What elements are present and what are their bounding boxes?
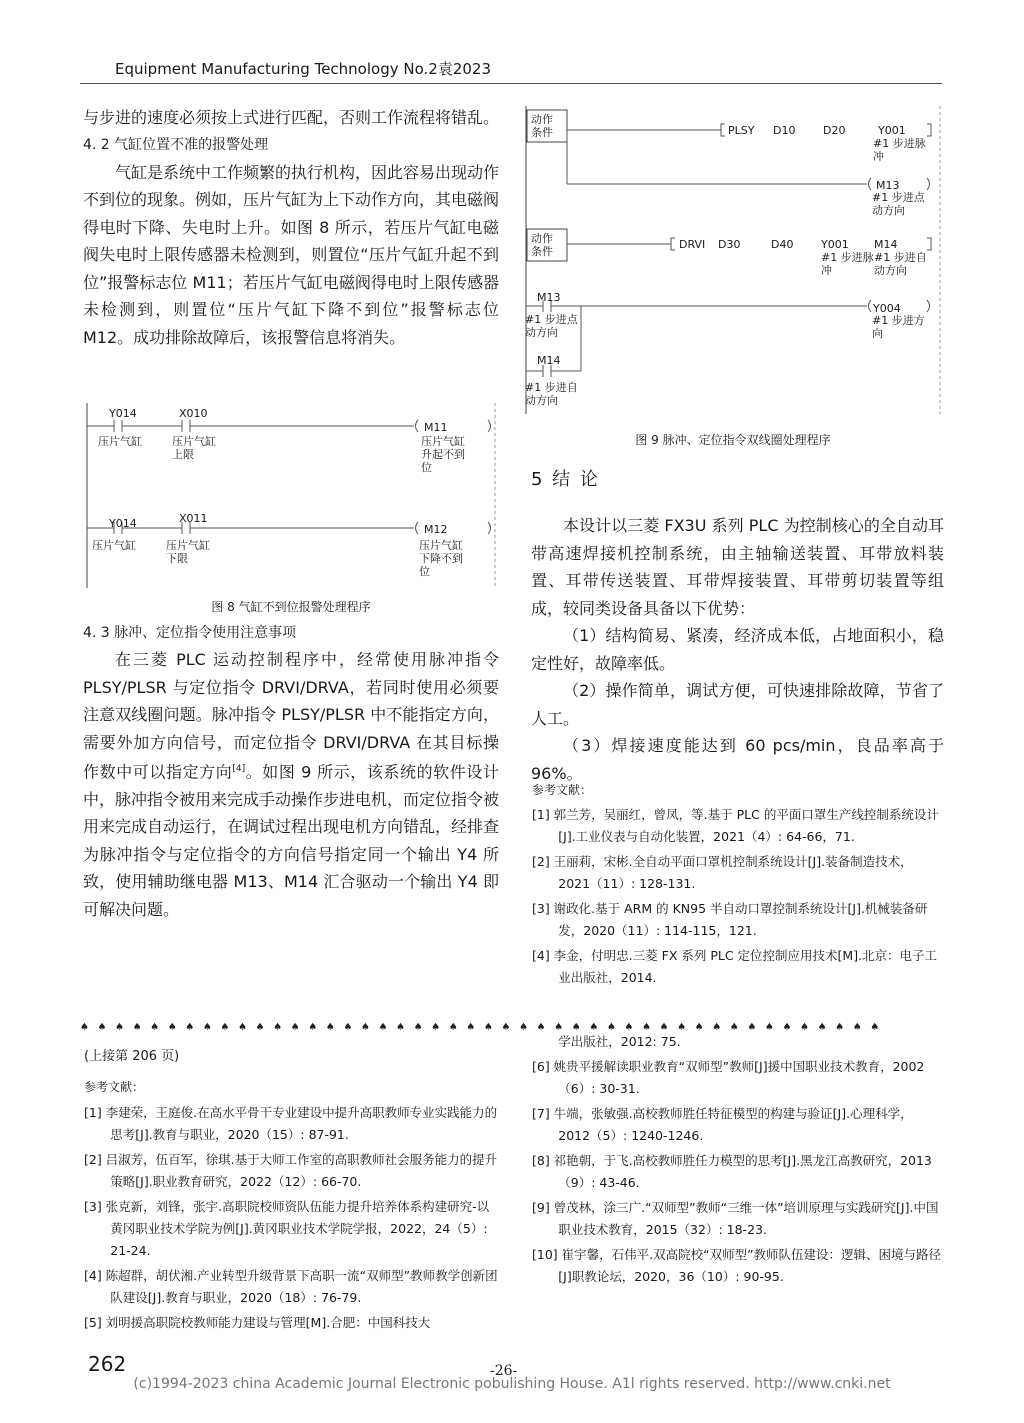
condition-box: 动作 条件 bbox=[531, 113, 553, 139]
contact-comment: 压片气缸 bbox=[92, 539, 136, 552]
continuation-note: (上接第 206 页) bbox=[84, 1049, 180, 1064]
reference-item: [9] 曾茂林，涂三广.“双师型”教师“三维一体”培训原理与实践研究[J].中国职业技术教育，2015（32）: 18-23. bbox=[532, 1200, 939, 1237]
coil-comment: #1 步进方 向 bbox=[872, 314, 925, 340]
contact-comment: 压片气缸 下限 bbox=[166, 539, 210, 565]
figure-8-caption: 图 8 气缸不到位报警处理程序 bbox=[211, 600, 371, 614]
paragraph: 本设计以三菱 FX3U 系列 PLC 为控制核心的全自动耳带高速焊接机控制系统，由主轴输送装置、耳带放料装置、耳带传送装置、耳带焊接装置、耳带剪切装置等组成，较同类设备具备以下优势： bbox=[531, 516, 944, 618]
contact-address: X011 bbox=[179, 512, 208, 525]
coil-comment: #1 步进点 动方向 bbox=[872, 191, 925, 217]
operand: D40 bbox=[771, 238, 794, 251]
reference-item: [8] 祁艳朝，于飞.高校教师胜任力模型的思考[J].黑龙江高教研究，2013（9）: 43-46. bbox=[532, 1153, 932, 1190]
right-column bbox=[531, 512, 944, 787]
figure-9-caption: 图 9 脉冲、定位指令双线圈处理程序 bbox=[635, 433, 831, 447]
ornament-divider: ♠♠♠♠♠♠♠♠♠♠♠♠♠♠♠♠♠♠♠♠♠♠♠♠♠♠♠♠♠♠♠♠♠♠♠♠♠♠♠♠♠♠♠♠♠♠ bbox=[80, 1022, 888, 1033]
list-item: （2）操作简单，调试方便，可快速排除故障，节省了人工。 bbox=[531, 681, 944, 728]
reference-list bbox=[84, 1102, 500, 1337]
reference-item: [7] 牛端，张敏强.高校教师胜任特征模型的构建与验证[J].心理科学，2012（5）: 1240-1246. bbox=[532, 1106, 913, 1143]
left-column-lower bbox=[83, 620, 499, 923]
references-heading: 参考文献： bbox=[532, 783, 593, 797]
reference-item: [1] 郭兰芳，吴丽红，曾凤，等.基于 PLC 的平面口罩生产线控制系统设计[J].工业仪表与自动化装置，2021（4）: 64-66，71. bbox=[532, 807, 939, 844]
operand: Y001 bbox=[878, 124, 906, 137]
reference-continuation: 学出版社，2012: 75. bbox=[558, 1034, 681, 1049]
paragraph-text: 在三菱 PLC 运动控制程序中，经常使用脉冲指令 PLSY/PLSR 与定位指令 DRVI/DRVA，若同时使用必须要注意双线圈问题。脉冲指令 PLSY/PLSR 中不能指定方向，需要外加方向信号，而定位指令 DRVI/DRVA 在其目标操作数中可以指定方向 bbox=[83, 650, 499, 782]
list-item: （1）结构简易、紧凑，经济成本低，占地面积小，稳定性好，故障率低。 bbox=[531, 626, 944, 673]
paragraph-text: 。如图 9 所示，该系统的软件设计中，脉冲指令被用来完成手动操作步进电机，而定位指令被用来完成自动运行，在调试过程出现电机方向错乱，经排查为脉冲指令与定位指令的方向信号指定同一个输出 Y4 所致，使用辅助继电器 M13、M14 汇合驱动一个输出 Y4 即可解决问题。 bbox=[83, 762, 500, 919]
condition-box: 动作 条件 bbox=[531, 232, 553, 258]
contact-address: Y014 bbox=[109, 407, 137, 420]
operand-comment: #1 步进自 动方向 bbox=[874, 251, 927, 277]
instruction: PLSY bbox=[728, 124, 755, 137]
reference-item: [1] 李建荣，王庭俊.在高水平骨干专业建设中提升高职教师专业实践能力的思考[J].教育与职业，2020（15）: 87-91. bbox=[84, 1105, 498, 1142]
operand: D20 bbox=[823, 124, 846, 137]
operand: Y001 bbox=[821, 238, 849, 251]
paragraph: 气缸是系统中工作频繁的执行机构，因此容易出现动作不到位的现象。例如，压片气缸为上下动作方向，其电磁阀得电时下降、失电时上升。如图 8 所示，若压片气缸电磁阀失电时上限传感器未检测到，则置位“压片气缸升起不到位”报警标志位 M11；若压片气缸电磁阀得电时上限传感器未检测到，则置位“压片气缸下降不到位”报警标志位 M12。成功排除故障后，该报警信息将消失。 bbox=[83, 162, 500, 347]
reference-item: [3] 张克新，刘锋，张宇.高职院校师资队伍能力提升培养体系构建研究-以黄冈职业技术学院为例[J].黄冈职业技术学院学报，2022，24（5）: 21-24. bbox=[84, 1199, 490, 1258]
header-rule bbox=[80, 83, 942, 84]
contact-comment: 压片气缸 bbox=[98, 435, 142, 448]
reference-item: [6] 姚贵平援解读职业教育“双师型”教师[J]援中国职业技术教育，2002（6）: 30-31. bbox=[532, 1059, 925, 1096]
running-header: Equipment Manufacturing Technology No.2袁2023 bbox=[115, 60, 491, 78]
pdf-page-number: -26- bbox=[490, 1363, 518, 1379]
coil-address: Y004 bbox=[873, 302, 901, 315]
page-number: 262 bbox=[88, 1352, 127, 1376]
reference-list-right bbox=[532, 1031, 944, 1291]
contact-comment: #1 步进自 动方向 bbox=[525, 381, 578, 407]
coil-address: M13 bbox=[876, 179, 900, 192]
instruction: DRVI bbox=[679, 238, 706, 251]
contact-address: Y014 bbox=[109, 517, 137, 530]
copyright-footer: (c)1994-2023 china Academic Journal Electronic pobulishing House. A1l rights reserved. http://www.cnki.net bbox=[133, 1376, 891, 1392]
coil-address: M12 bbox=[424, 523, 448, 536]
operand: D30 bbox=[718, 238, 741, 251]
contact-address: X010 bbox=[179, 407, 208, 420]
contact-comment: #1 步进点 动方向 bbox=[525, 313, 578, 339]
section-heading: 4. 2 气缸位置不准的报警处理 bbox=[83, 136, 269, 153]
left-column bbox=[83, 104, 499, 351]
section-heading: 4. 3 脉冲、定位指令使用注意事项 bbox=[83, 625, 297, 641]
paragraph bbox=[83, 646, 499, 923]
paragraph: 与步进的速度必须按上式进行匹配，否则工作流程将错乱。 bbox=[83, 108, 500, 127]
reference-item: [2] 王丽莉，宋彬.全自动平面口罩机控制系统设计[J].装备制造技术，2021（11）: 128-131. bbox=[532, 854, 913, 891]
contact-address: M14 bbox=[537, 354, 561, 367]
references-heading: 参考文献： bbox=[84, 1080, 145, 1094]
contact-address: M13 bbox=[537, 291, 561, 304]
contact-comment: 压片气缸 上限 bbox=[172, 435, 216, 461]
reference-list bbox=[532, 804, 944, 992]
operand-comment: #1 步进脉 冲 bbox=[821, 251, 874, 277]
operand: D10 bbox=[773, 124, 796, 137]
coil-address: M11 bbox=[424, 421, 448, 434]
figure-8-ladder bbox=[84, 403, 498, 588]
reference-item: [2] 吕淑芳，伍百军，徐琪.基于大师工作室的高职教师社会服务能力的提升策略[J].职业教育研究，2022（12）: 66-70. bbox=[84, 1152, 498, 1189]
figure-9-ladder bbox=[523, 106, 943, 414]
reference-item: [4] 陈超群，胡伏湘.产业转型升级背景下高职一流“双师型”教师教学创新团队建设[J].教育与职业，2020（18）: 76-79. bbox=[84, 1268, 498, 1305]
coil-comment: 压片气缸 升起不到 位 bbox=[421, 435, 465, 474]
reference-item: [3] 谢政化.基于 ARM 的 KN95 半自动口罩控制系统设计[J].机械装备研发，2020（11）: 114-115，121. bbox=[532, 901, 928, 938]
operand: M14 bbox=[874, 238, 898, 251]
reference-item: [5] 刘明援高职院校教师能力建设与管理[M].合肥：中国科技大 bbox=[84, 1315, 431, 1330]
reference-item: [10] 崔宇馨，石伟平.双高院校“双师型”教师队伍建设：逻辑、困境与路径[J]职教论坛，2020，36（10）: 90-95. bbox=[532, 1247, 942, 1284]
reference-item: [4] 李金，付明忠.三菱 FX 系列 PLC 定位控制应用技术[M].北京：电子工业出版社，2014. bbox=[532, 948, 938, 985]
list-item: （3）焊接速度能达到 60 pcs/min，良品率高于96%。 bbox=[531, 736, 944, 783]
coil-comment: 压片气缸 下降不到 位 bbox=[419, 539, 463, 578]
citation: [4] bbox=[232, 764, 246, 774]
section-heading: 5 结 论 bbox=[531, 469, 600, 490]
operand-comment: #1 步进脉 冲 bbox=[873, 137, 926, 163]
